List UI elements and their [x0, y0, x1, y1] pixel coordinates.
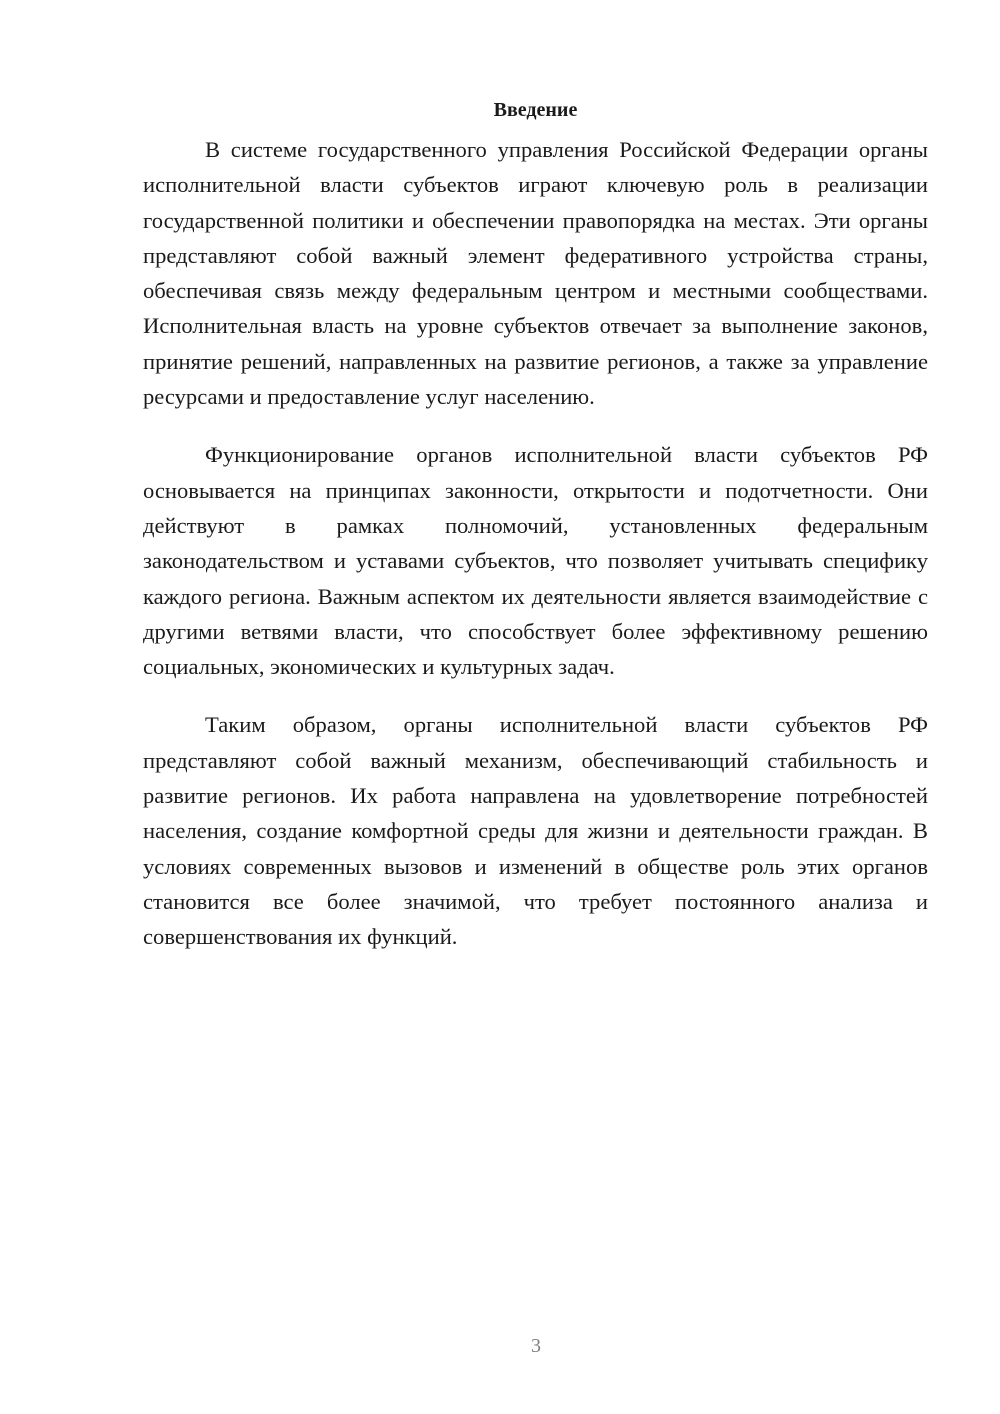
paragraph-1: В системе государственного управления Российской Федерации органы исполнительной власти субъектов играют ключевую роль в реализации государственной политики и обеспечении правопорядка на местах. Эти органы представляют собой важный элемент федеративного устройства страны, обеспечивая связь между федеральным центром и местными сообществами. Исполнительная власть на уровне субъектов отвечает за выполнение законов, принятие решений, направленных на развитие регионов, а также за управление ресурсами и предоставление услуг населению.	[143, 137, 928, 410]
document-body	[143, 96, 928, 978]
section-title: Введение	[493, 99, 578, 121]
paragraph-2: Функционирование органов исполнительной власти субъектов РФ основывается на принципах законности, открытости и подотчетности. Они действуют в рамках полномочий, установленных федеральным законодательством и уставами субъектов, что позволяет учитывать специфику каждого региона. Важным аспектом их деятельности является взаимодействие с другими ветвями власти, что способствует более эффективному решению социальных, экономических и культурных задач.	[143, 442, 928, 680]
paragraph-3: Таким образом, органы исполнительной власти субъектов РФ представляют собой важный механизм, обеспечивающий стабильность и развитие регионов. Их работа направлена на удовлетворение потребностей населения, создание комфортной среды для жизни и деятельности граждан. В условиях современных вызовов и изменений в обществе роль этих органов становится все более значимой, что требует постоянного анализа и совершенствования их функций.	[143, 712, 928, 950]
page-number: 3	[531, 1335, 541, 1357]
